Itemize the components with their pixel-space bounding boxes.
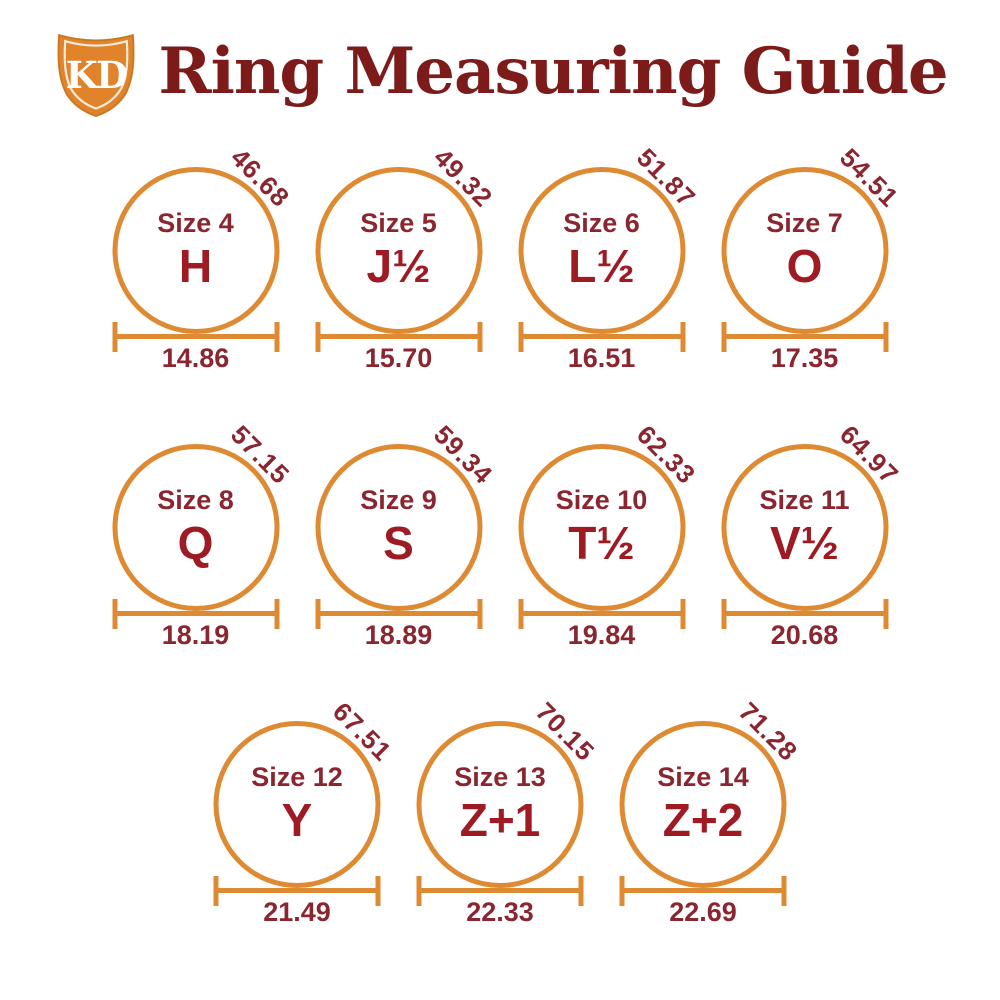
uk-size-letter: H [178, 240, 213, 293]
uk-size-letter: S [383, 517, 414, 570]
us-size-label: Size 7 [766, 208, 843, 239]
ring-size-cell [94, 139, 297, 389]
ring-size-cell [297, 416, 500, 666]
diameter-value: 18.19 [161, 620, 230, 650]
ring-size-cell [500, 416, 703, 666]
us-size-label: Size 14 [657, 762, 749, 793]
us-size-label: Size 12 [251, 762, 343, 793]
ring-row [0, 139, 1000, 389]
circumference-label: 70.15 [529, 696, 601, 768]
diameter-value: 20.68 [770, 620, 839, 650]
us-size-label: Size 9 [360, 485, 437, 516]
uk-size-letter: J½ [366, 240, 431, 293]
page-title: Ring Measuring Guide [158, 34, 948, 109]
diameter-value: 17.35 [770, 343, 839, 373]
ring-row [0, 693, 1000, 943]
circumference-label: 54.51 [833, 142, 905, 214]
ring-size-cell [703, 139, 906, 389]
circumference-label: 71.28 [732, 696, 804, 768]
ring-size-cell [399, 693, 602, 943]
circumference-label: 57.15 [224, 419, 296, 491]
ring-row [0, 416, 1000, 666]
diameter-value: 19.84 [567, 620, 636, 650]
circumference-label: 46.68 [224, 142, 296, 214]
uk-size-letter: Z+1 [459, 794, 541, 847]
uk-size-letter: L½ [568, 240, 635, 293]
uk-size-letter: Q [177, 517, 214, 570]
ring-size-cell [297, 139, 500, 389]
ring-size-cell [196, 693, 399, 943]
us-size-label: Size 4 [157, 208, 234, 239]
uk-size-letter: Z+2 [662, 794, 744, 847]
diameter-value: 22.69 [669, 897, 737, 927]
uk-size-letter: V½ [769, 517, 840, 570]
circumference-label: 59.34 [427, 419, 499, 491]
circumference-label: 67.51 [326, 696, 398, 768]
header [0, 0, 1000, 118]
ring-size-cell [703, 416, 906, 666]
ring-sizes-grid [0, 139, 1000, 943]
circumference-label: 62.33 [630, 419, 702, 491]
ring-size-cell [602, 693, 805, 943]
uk-size-letter: O [786, 240, 823, 293]
ring-size-cell [94, 416, 297, 666]
us-size-label: Size 11 [759, 485, 850, 516]
ring-size-cell [500, 139, 703, 389]
uk-size-letter: Y [281, 794, 313, 847]
us-size-label: Size 8 [157, 485, 234, 516]
kd-shield-logo-icon [52, 26, 140, 118]
us-size-label: Size 13 [454, 762, 546, 793]
diameter-value: 18.89 [364, 620, 433, 650]
diameter-value: 15.70 [364, 343, 433, 373]
circumference-label: 49.32 [427, 142, 499, 214]
diameter-value: 14.86 [161, 343, 230, 373]
logo-text: KD [66, 52, 127, 97]
uk-size-letter: T½ [568, 517, 635, 570]
circumference-label: 51.87 [630, 142, 702, 214]
us-size-label: Size 6 [563, 208, 640, 239]
diameter-value: 16.51 [567, 343, 636, 373]
us-size-label: Size 5 [360, 208, 437, 239]
us-size-label: Size 10 [555, 485, 648, 516]
diameter-value: 22.33 [466, 897, 534, 927]
diameter-value: 21.49 [263, 897, 331, 927]
circumference-label: 64.97 [833, 419, 905, 491]
